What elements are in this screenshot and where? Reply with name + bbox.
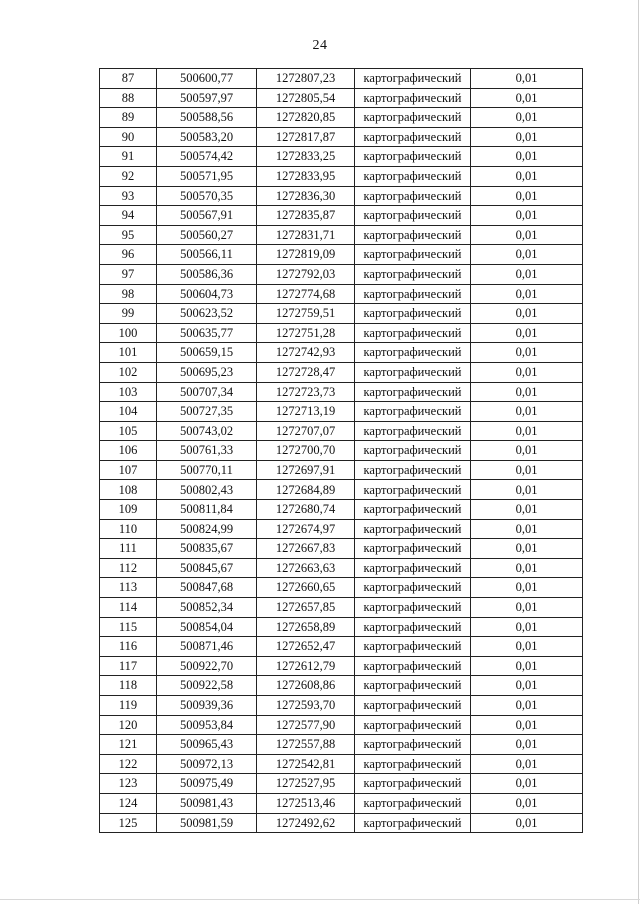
point-number-cell: 113	[100, 578, 157, 598]
table-row	[100, 323, 583, 343]
method-cell: картографический	[355, 166, 471, 186]
method-cell: картографический	[355, 225, 471, 245]
x-coordinate-cell: 500835,67	[157, 539, 257, 559]
method-cell: картографический	[355, 637, 471, 657]
point-number-cell: 108	[100, 480, 157, 500]
method-cell: картографический	[355, 813, 471, 833]
point-number-cell: 117	[100, 656, 157, 676]
x-coordinate-cell: 500981,43	[157, 793, 257, 813]
accuracy-cell: 0,01	[471, 264, 583, 284]
point-number-cell: 118	[100, 676, 157, 696]
x-coordinate-cell: 500972,13	[157, 754, 257, 774]
point-number-cell: 99	[100, 304, 157, 324]
x-coordinate-cell: 500824,99	[157, 519, 257, 539]
x-coordinate-cell: 500981,59	[157, 813, 257, 833]
method-cell: картографический	[355, 421, 471, 441]
y-coordinate-cell: 1272593,70	[257, 696, 355, 716]
y-coordinate-cell: 1272658,89	[257, 617, 355, 637]
accuracy-cell: 0,01	[471, 186, 583, 206]
x-coordinate-cell: 500623,52	[157, 304, 257, 324]
table-row	[100, 539, 583, 559]
method-cell: картографический	[355, 402, 471, 422]
point-number-cell: 89	[100, 108, 157, 128]
accuracy-cell: 0,01	[471, 460, 583, 480]
method-cell: картографический	[355, 519, 471, 539]
method-cell: картографический	[355, 441, 471, 461]
y-coordinate-cell: 1272680,74	[257, 500, 355, 520]
method-cell: картографический	[355, 656, 471, 676]
accuracy-cell: 0,01	[471, 362, 583, 382]
method-cell: картографический	[355, 264, 471, 284]
y-coordinate-cell: 1272774,68	[257, 284, 355, 304]
y-coordinate-cell: 1272513,46	[257, 793, 355, 813]
x-coordinate-cell: 500588,56	[157, 108, 257, 128]
y-coordinate-cell: 1272833,25	[257, 147, 355, 167]
method-cell: картографический	[355, 343, 471, 363]
y-coordinate-cell: 1272700,70	[257, 441, 355, 461]
table-row	[100, 715, 583, 735]
method-cell: картографический	[355, 460, 471, 480]
y-coordinate-cell: 1272792,03	[257, 264, 355, 284]
method-cell: картографический	[355, 715, 471, 735]
table-row	[100, 402, 583, 422]
y-coordinate-cell: 1272657,85	[257, 598, 355, 618]
point-number-cell: 102	[100, 362, 157, 382]
x-coordinate-cell: 500570,35	[157, 186, 257, 206]
x-coordinate-cell: 500695,23	[157, 362, 257, 382]
table-row	[100, 696, 583, 716]
point-number-cell: 123	[100, 774, 157, 794]
x-coordinate-cell: 500852,34	[157, 598, 257, 618]
table-row	[100, 460, 583, 480]
x-coordinate-cell: 500770,11	[157, 460, 257, 480]
table-row	[100, 676, 583, 696]
point-number-cell: 90	[100, 127, 157, 147]
point-number-cell: 93	[100, 186, 157, 206]
point-number-cell: 87	[100, 69, 157, 89]
accuracy-cell: 0,01	[471, 127, 583, 147]
accuracy-cell: 0,01	[471, 245, 583, 265]
accuracy-cell: 0,01	[471, 225, 583, 245]
accuracy-cell: 0,01	[471, 793, 583, 813]
y-coordinate-cell: 1272831,71	[257, 225, 355, 245]
method-cell: картографический	[355, 323, 471, 343]
y-coordinate-cell: 1272728,47	[257, 362, 355, 382]
y-coordinate-cell: 1272612,79	[257, 656, 355, 676]
accuracy-cell: 0,01	[471, 598, 583, 618]
accuracy-cell: 0,01	[471, 343, 583, 363]
y-coordinate-cell: 1272557,88	[257, 735, 355, 755]
x-coordinate-cell: 500761,33	[157, 441, 257, 461]
y-coordinate-cell: 1272674,97	[257, 519, 355, 539]
accuracy-cell: 0,01	[471, 558, 583, 578]
accuracy-cell: 0,01	[471, 500, 583, 520]
point-number-cell: 96	[100, 245, 157, 265]
method-cell: картографический	[355, 206, 471, 226]
y-coordinate-cell: 1272652,47	[257, 637, 355, 657]
x-coordinate-cell: 500604,73	[157, 284, 257, 304]
y-coordinate-cell: 1272707,07	[257, 421, 355, 441]
table-row	[100, 362, 583, 382]
method-cell: картографический	[355, 735, 471, 755]
x-coordinate-cell: 500743,02	[157, 421, 257, 441]
x-coordinate-cell: 500560,27	[157, 225, 257, 245]
accuracy-cell: 0,01	[471, 206, 583, 226]
table-row	[100, 793, 583, 813]
accuracy-cell: 0,01	[471, 617, 583, 637]
page-number: 24	[312, 38, 328, 53]
table-row	[100, 284, 583, 304]
point-number-cell: 94	[100, 206, 157, 226]
accuracy-cell: 0,01	[471, 147, 583, 167]
point-number-cell: 91	[100, 147, 157, 167]
point-number-cell: 106	[100, 441, 157, 461]
accuracy-cell: 0,01	[471, 304, 583, 324]
x-coordinate-cell: 500975,49	[157, 774, 257, 794]
table-row	[100, 186, 583, 206]
accuracy-cell: 0,01	[471, 166, 583, 186]
y-coordinate-cell: 1272723,73	[257, 382, 355, 402]
x-coordinate-cell: 500965,43	[157, 735, 257, 755]
point-number-cell: 110	[100, 519, 157, 539]
method-cell: картографический	[355, 127, 471, 147]
method-cell: картографический	[355, 362, 471, 382]
table-row	[100, 127, 583, 147]
accuracy-cell: 0,01	[471, 578, 583, 598]
accuracy-cell: 0,01	[471, 441, 583, 461]
point-number-cell: 107	[100, 460, 157, 480]
method-cell: картографический	[355, 147, 471, 167]
coordinates-table	[99, 68, 583, 833]
x-coordinate-cell: 500939,36	[157, 696, 257, 716]
accuracy-cell: 0,01	[471, 421, 583, 441]
accuracy-cell: 0,01	[471, 284, 583, 304]
y-coordinate-cell: 1272820,85	[257, 108, 355, 128]
x-coordinate-cell: 500574,42	[157, 147, 257, 167]
table-row	[100, 441, 583, 461]
table-row	[100, 88, 583, 108]
table-row	[100, 225, 583, 245]
table-row	[100, 735, 583, 755]
method-cell: картографический	[355, 696, 471, 716]
accuracy-cell: 0,01	[471, 735, 583, 755]
method-cell: картографический	[355, 500, 471, 520]
point-number-cell: 100	[100, 323, 157, 343]
y-coordinate-cell: 1272577,90	[257, 715, 355, 735]
method-cell: картографический	[355, 774, 471, 794]
table-row	[100, 754, 583, 774]
point-number-cell: 92	[100, 166, 157, 186]
table-row	[100, 166, 583, 186]
accuracy-cell: 0,01	[471, 382, 583, 402]
table-row	[100, 598, 583, 618]
x-coordinate-cell: 500922,58	[157, 676, 257, 696]
x-coordinate-cell: 500727,35	[157, 402, 257, 422]
y-coordinate-cell: 1272684,89	[257, 480, 355, 500]
accuracy-cell: 0,01	[471, 402, 583, 422]
y-coordinate-cell: 1272835,87	[257, 206, 355, 226]
method-cell: картографический	[355, 186, 471, 206]
table-row	[100, 206, 583, 226]
table-row	[100, 147, 583, 167]
point-number-cell: 88	[100, 88, 157, 108]
x-coordinate-cell: 500802,43	[157, 480, 257, 500]
table-row	[100, 264, 583, 284]
x-coordinate-cell: 500953,84	[157, 715, 257, 735]
point-number-cell: 116	[100, 637, 157, 657]
table-row	[100, 578, 583, 598]
method-cell: картографический	[355, 578, 471, 598]
method-cell: картографический	[355, 617, 471, 637]
accuracy-cell: 0,01	[471, 323, 583, 343]
method-cell: картографический	[355, 793, 471, 813]
table-row	[100, 774, 583, 794]
point-number-cell: 109	[100, 500, 157, 520]
accuracy-cell: 0,01	[471, 480, 583, 500]
table-row	[100, 500, 583, 520]
method-cell: картографический	[355, 754, 471, 774]
x-coordinate-cell: 500586,36	[157, 264, 257, 284]
point-number-cell: 114	[100, 598, 157, 618]
y-coordinate-cell: 1272836,30	[257, 186, 355, 206]
point-number-cell: 120	[100, 715, 157, 735]
table-row	[100, 343, 583, 363]
table-row	[100, 108, 583, 128]
accuracy-cell: 0,01	[471, 774, 583, 794]
point-number-cell: 101	[100, 343, 157, 363]
method-cell: картографический	[355, 69, 471, 89]
method-cell: картографический	[355, 598, 471, 618]
method-cell: картографический	[355, 676, 471, 696]
method-cell: картографический	[355, 108, 471, 128]
y-coordinate-cell: 1272542,81	[257, 754, 355, 774]
method-cell: картографический	[355, 245, 471, 265]
y-coordinate-cell: 1272697,91	[257, 460, 355, 480]
x-coordinate-cell: 500659,15	[157, 343, 257, 363]
accuracy-cell: 0,01	[471, 676, 583, 696]
x-coordinate-cell: 500566,11	[157, 245, 257, 265]
method-cell: картографический	[355, 558, 471, 578]
table-row	[100, 813, 583, 833]
y-coordinate-cell: 1272751,28	[257, 323, 355, 343]
point-number-cell: 119	[100, 696, 157, 716]
point-number-cell: 122	[100, 754, 157, 774]
table-row	[100, 304, 583, 324]
x-coordinate-cell: 500571,95	[157, 166, 257, 186]
accuracy-cell: 0,01	[471, 108, 583, 128]
x-coordinate-cell: 500922,70	[157, 656, 257, 676]
method-cell: картографический	[355, 88, 471, 108]
y-coordinate-cell: 1272807,23	[257, 69, 355, 89]
y-coordinate-cell: 1272492,62	[257, 813, 355, 833]
point-number-cell: 111	[100, 539, 157, 559]
table-row	[100, 558, 583, 578]
x-coordinate-cell: 500854,04	[157, 617, 257, 637]
accuracy-cell: 0,01	[471, 754, 583, 774]
accuracy-cell: 0,01	[471, 813, 583, 833]
table-row	[100, 617, 583, 637]
table-row	[100, 519, 583, 539]
method-cell: картографический	[355, 480, 471, 500]
table-row	[100, 421, 583, 441]
point-number-cell: 98	[100, 284, 157, 304]
scan-edge-bottom	[0, 899, 640, 900]
x-coordinate-cell: 500811,84	[157, 500, 257, 520]
point-number-cell: 125	[100, 813, 157, 833]
point-number-cell: 103	[100, 382, 157, 402]
point-number-cell: 115	[100, 617, 157, 637]
table-row	[100, 637, 583, 657]
point-number-cell: 95	[100, 225, 157, 245]
y-coordinate-cell: 1272667,83	[257, 539, 355, 559]
point-number-cell: 121	[100, 735, 157, 755]
accuracy-cell: 0,01	[471, 637, 583, 657]
y-coordinate-cell: 1272805,54	[257, 88, 355, 108]
x-coordinate-cell: 500847,68	[157, 578, 257, 598]
y-coordinate-cell: 1272819,09	[257, 245, 355, 265]
method-cell: картографический	[355, 284, 471, 304]
y-coordinate-cell: 1272713,19	[257, 402, 355, 422]
x-coordinate-cell: 500635,77	[157, 323, 257, 343]
y-coordinate-cell: 1272759,51	[257, 304, 355, 324]
point-number-cell: 104	[100, 402, 157, 422]
point-number-cell: 112	[100, 558, 157, 578]
accuracy-cell: 0,01	[471, 69, 583, 89]
table-row	[100, 245, 583, 265]
x-coordinate-cell: 500583,20	[157, 127, 257, 147]
coordinates-table-body	[100, 69, 583, 833]
x-coordinate-cell: 500871,46	[157, 637, 257, 657]
table-row	[100, 480, 583, 500]
table-row	[100, 656, 583, 676]
point-number-cell: 97	[100, 264, 157, 284]
method-cell: картографический	[355, 304, 471, 324]
method-cell: картографический	[355, 539, 471, 559]
y-coordinate-cell: 1272817,87	[257, 127, 355, 147]
y-coordinate-cell: 1272527,95	[257, 774, 355, 794]
x-coordinate-cell: 500845,67	[157, 558, 257, 578]
y-coordinate-cell: 1272742,93	[257, 343, 355, 363]
y-coordinate-cell: 1272663,63	[257, 558, 355, 578]
y-coordinate-cell: 1272833,95	[257, 166, 355, 186]
y-coordinate-cell: 1272608,86	[257, 676, 355, 696]
accuracy-cell: 0,01	[471, 539, 583, 559]
accuracy-cell: 0,01	[471, 715, 583, 735]
y-coordinate-cell: 1272660,65	[257, 578, 355, 598]
x-coordinate-cell: 500600,77	[157, 69, 257, 89]
x-coordinate-cell: 500707,34	[157, 382, 257, 402]
scan-edge-right	[638, 0, 639, 904]
x-coordinate-cell: 500597,97	[157, 88, 257, 108]
accuracy-cell: 0,01	[471, 88, 583, 108]
x-coordinate-cell: 500567,91	[157, 206, 257, 226]
point-number-cell: 124	[100, 793, 157, 813]
table-row	[100, 382, 583, 402]
table-row	[100, 69, 583, 89]
method-cell: картографический	[355, 382, 471, 402]
accuracy-cell: 0,01	[471, 696, 583, 716]
accuracy-cell: 0,01	[471, 656, 583, 676]
accuracy-cell: 0,01	[471, 519, 583, 539]
point-number-cell: 105	[100, 421, 157, 441]
